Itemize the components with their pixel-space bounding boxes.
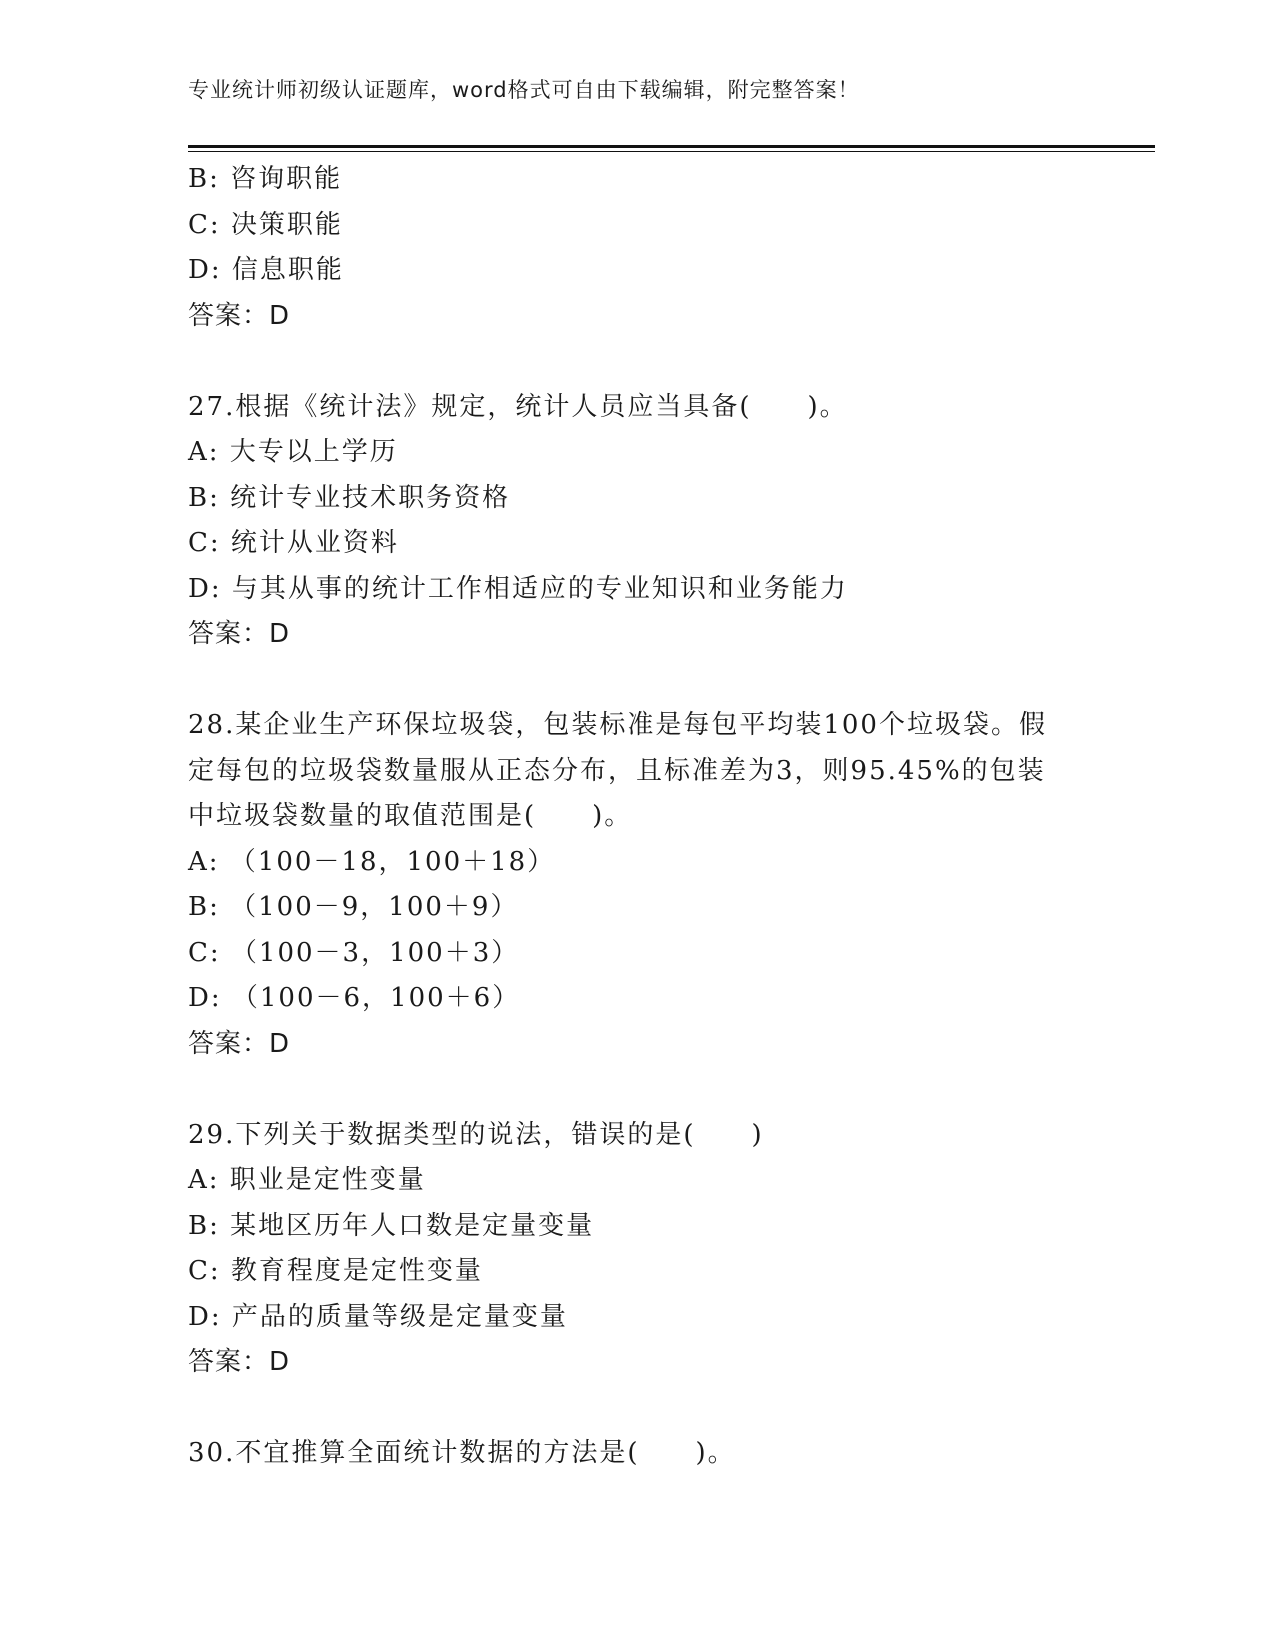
answer: 答案：D <box>188 300 291 331</box>
question-28 <box>188 703 1088 1067</box>
question-30 <box>188 1431 1088 1477</box>
continued-question <box>188 157 1088 339</box>
option: A: 职业是定性变量 <box>188 1165 426 1195</box>
header-rule-thin <box>188 151 1155 152</box>
question-27 <box>188 385 1088 658</box>
option: C: （100－3，100＋3） <box>188 937 520 968</box>
question-text: 28.某企业生产环保垃圾袋，包装标准是每包平均装100个垃圾袋。假 <box>188 710 1047 740</box>
option: C: 决策职能 <box>188 209 343 240</box>
option: C: 教育程度是定性变量 <box>188 1256 483 1286</box>
option: B: （100－9，100＋9） <box>188 892 519 922</box>
option: A: （100－18，100＋18） <box>188 846 556 877</box>
option: D: 与其从事的统计工作相适应的专业知识和业务能力 <box>188 573 848 604</box>
question-text: 30.不宜推算全面统计数据的方法是( )。 <box>188 1438 736 1468</box>
question-text: 29.下列关于数据类型的说法，错误的是( ) <box>188 1119 764 1150</box>
option: D: 产品的质量等级是定量变量 <box>188 1301 568 1332</box>
answer: 答案：D <box>188 619 291 649</box>
option: A: 大专以上学历 <box>188 437 398 467</box>
question-29 <box>188 1113 1088 1386</box>
question-text: 27.根据《统计法》规定，统计人员应当具备( )。 <box>188 391 848 422</box>
option: B: 某地区历年人口数是定量变量 <box>188 1210 595 1241</box>
option: D: （100－6，100＋6） <box>188 983 521 1013</box>
question-text: 定每包的垃圾袋数量服从正态分布，且标准差为3，则95.45%的包装 <box>188 755 1046 786</box>
answer: 答案：D <box>188 1028 291 1059</box>
question-text: 中垃圾袋数量的取值范围是( )。 <box>188 801 633 831</box>
answer: 答案：D <box>188 1347 291 1377</box>
header-rule-thick <box>188 145 1155 148</box>
option: B: 统计专业技术职务资格 <box>188 482 511 513</box>
page-header: 专业统计师初级认证题库，word格式可自由下载编辑，附完整答案！ <box>188 78 860 102</box>
option: B: 咨询职能 <box>188 164 343 194</box>
option: D: 信息职能 <box>188 255 344 285</box>
document-body <box>188 157 1088 1477</box>
option: C: 统计从业资料 <box>188 528 399 558</box>
